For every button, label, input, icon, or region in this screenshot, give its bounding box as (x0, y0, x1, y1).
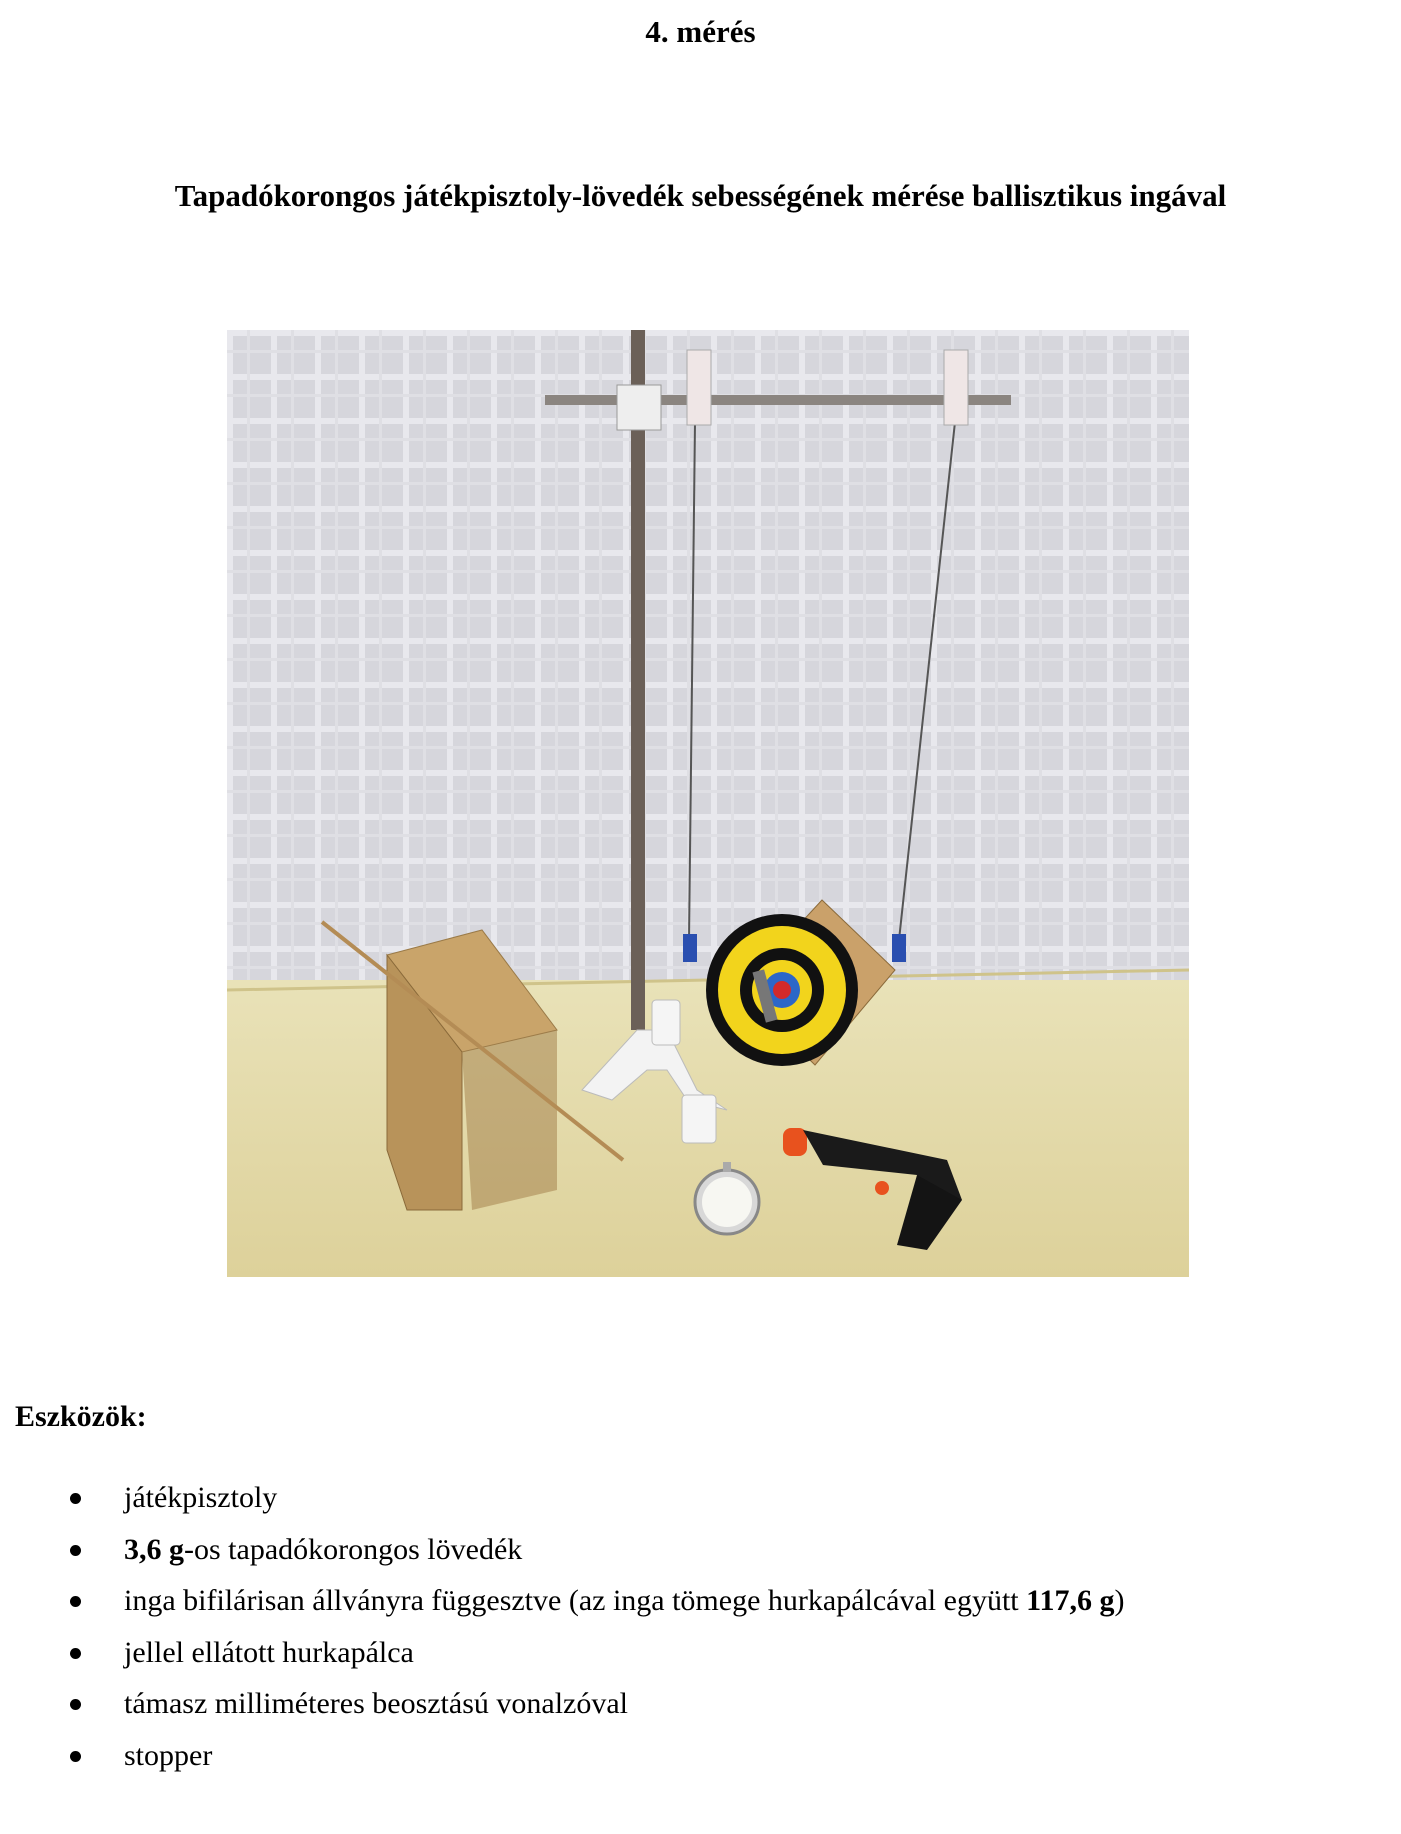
tools-heading: Eszközök: (15, 1400, 147, 1433)
list-item-text: jellel ellátott hurkapálca (124, 1635, 414, 1669)
measurement-number: 4. mérés (645, 14, 756, 49)
list-item-text: ) (1114, 1584, 1125, 1617)
bullet-icon (70, 1596, 81, 1607)
list-item (70, 1678, 1124, 1730)
setup-photo (227, 330, 1189, 1277)
bullet-icon (70, 1493, 81, 1504)
list-item (70, 1627, 1124, 1679)
bullet-icon (70, 1699, 81, 1710)
list-item (70, 1472, 1124, 1524)
list-item (70, 1575, 1124, 1627)
list-item-bold: 3,6 g (124, 1532, 184, 1566)
list-item-bold: 117,6 g (1026, 1584, 1115, 1617)
list-item-text: -os tapadókorongos lövedék (184, 1532, 523, 1566)
bullet-icon (70, 1648, 81, 1659)
list-item (70, 1524, 1124, 1576)
list-item-text: inga bifilárisan állványra függesztve (az inga tömege hurkapálcával együtt (124, 1584, 1027, 1617)
page-title: Tapadókorongos játékpisztoly-lövedék sebességének mérése ballisztikus ingával (174, 178, 1227, 213)
bullet-icon (70, 1545, 81, 1556)
list-item-text: támasz milliméteres beosztású vonalzóval (124, 1687, 628, 1720)
bullet-icon (70, 1751, 81, 1762)
list-item-text: stopper (124, 1738, 213, 1772)
list-item (70, 1730, 1124, 1782)
tools-list (70, 1472, 1124, 1781)
list-item-text: játékpisztoly (124, 1481, 278, 1514)
